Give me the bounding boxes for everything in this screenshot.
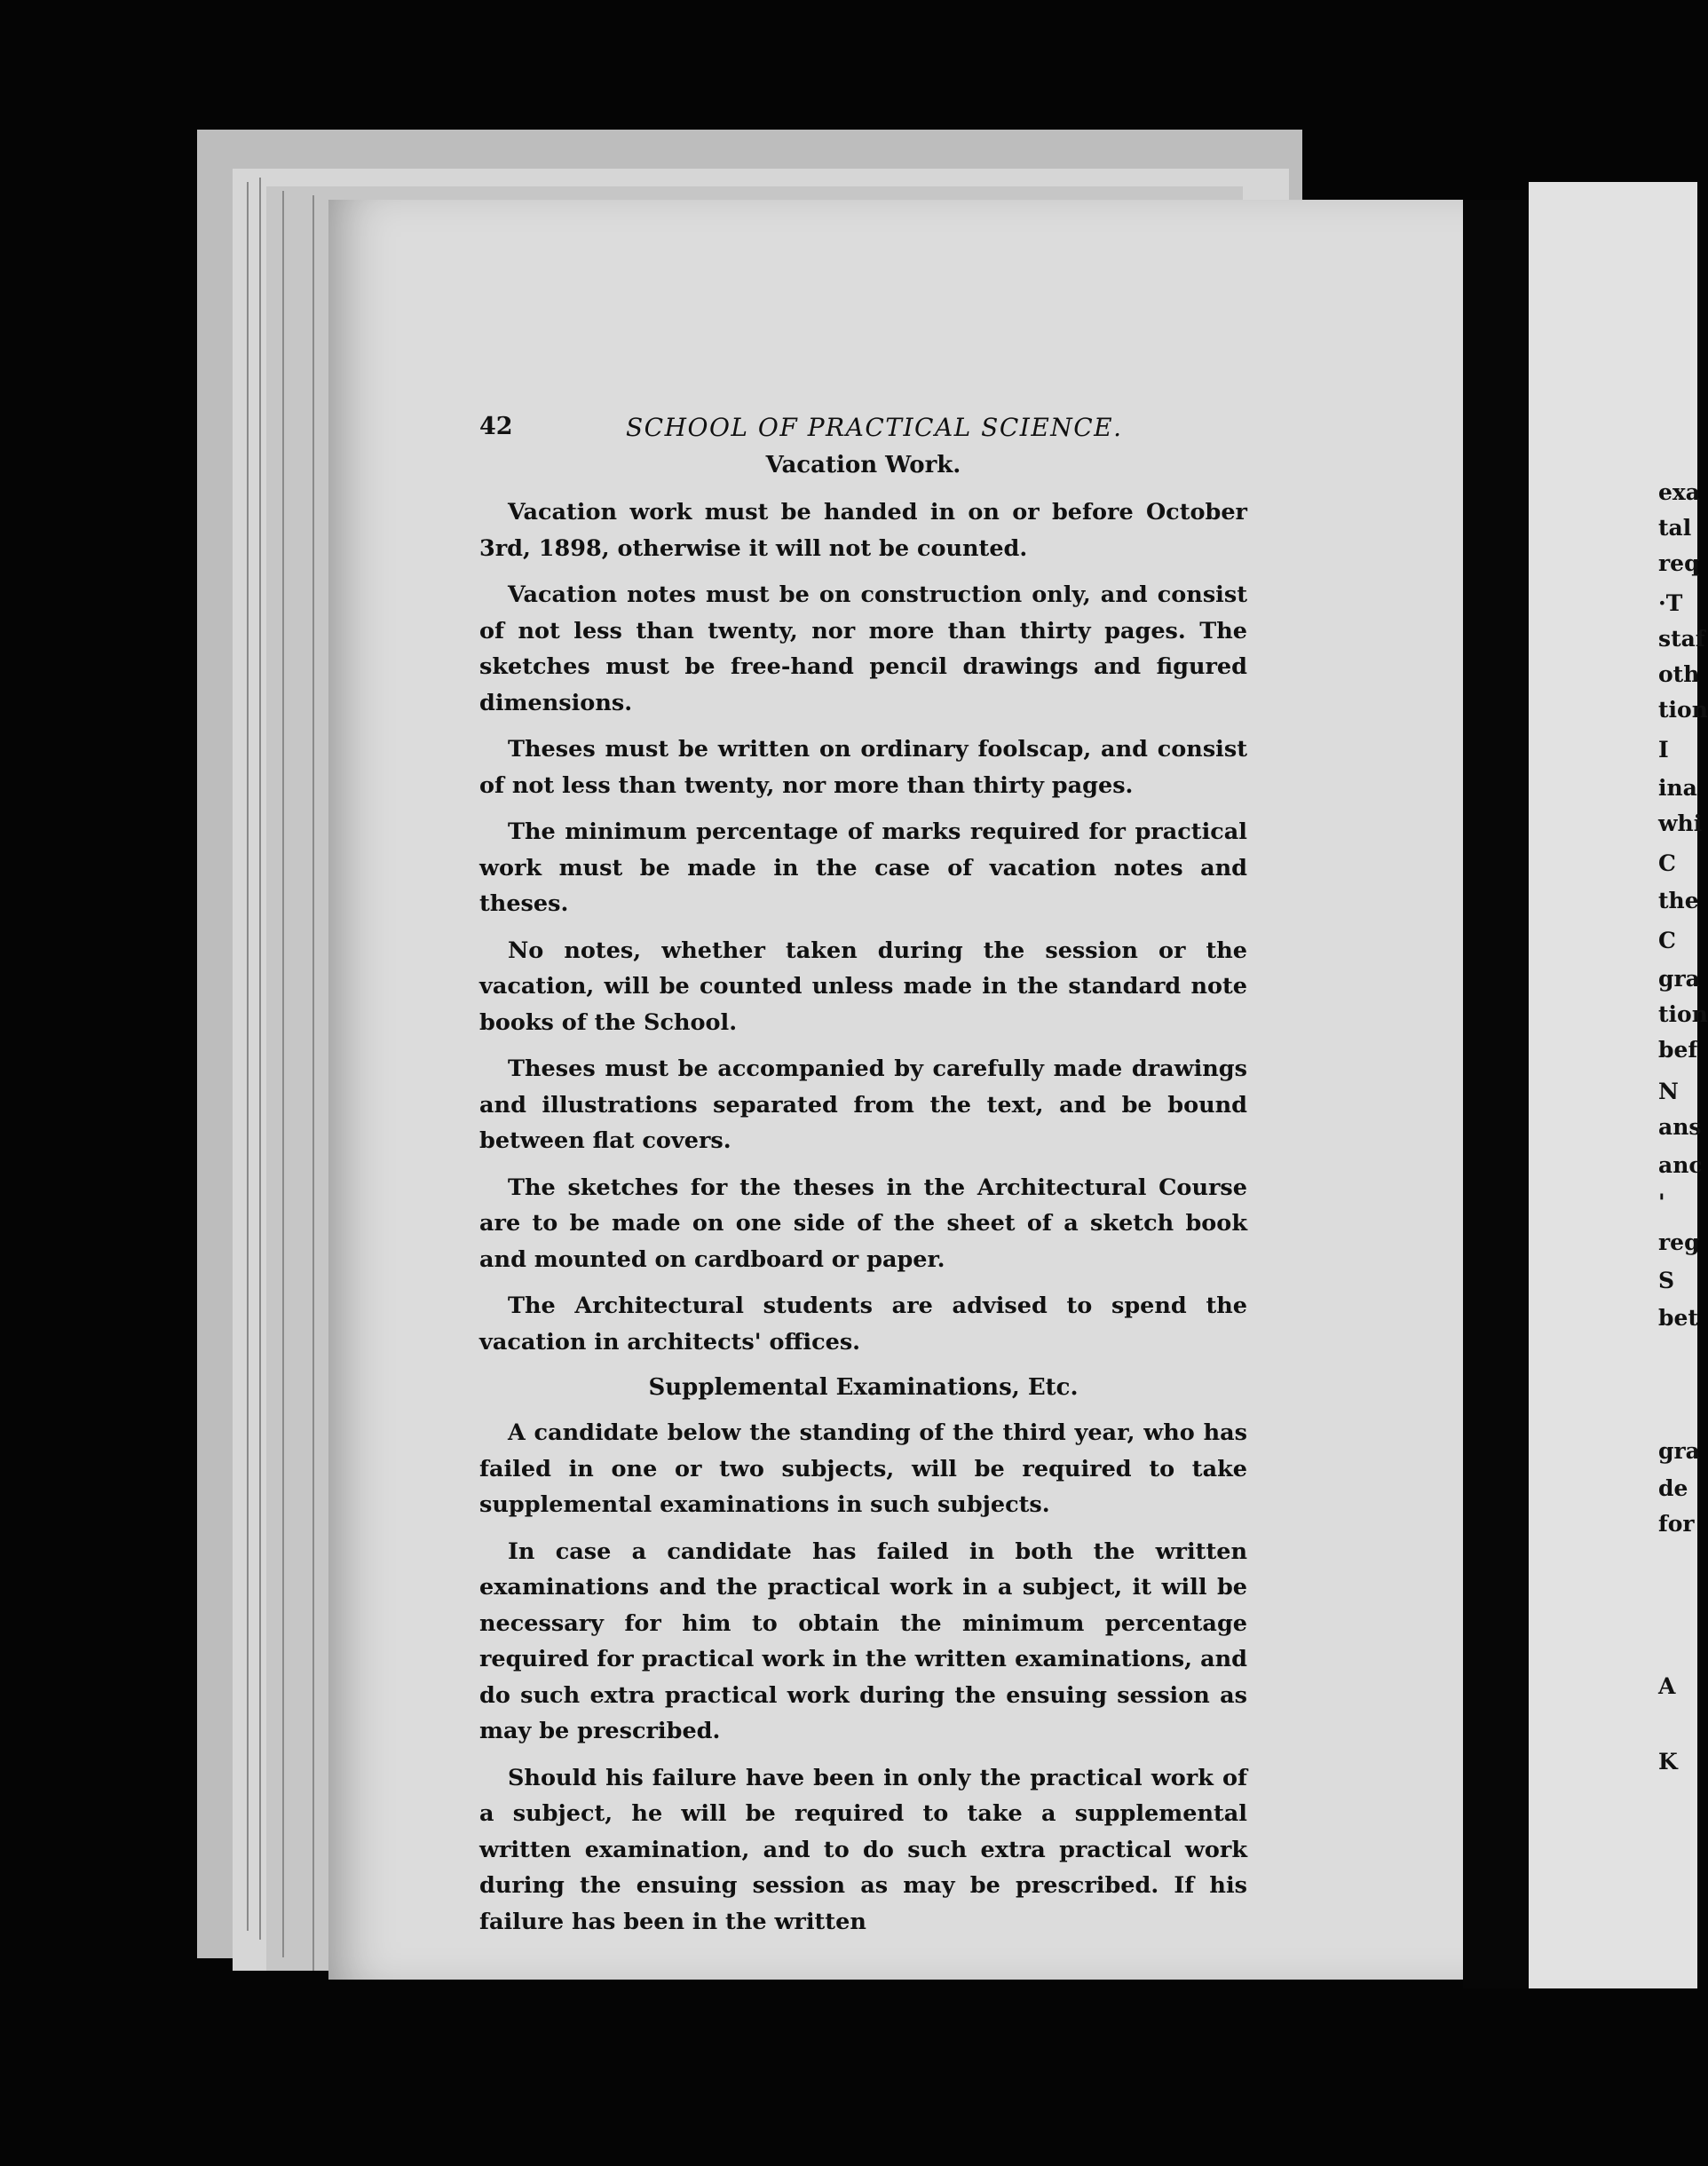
facing-page-fragment: K <box>1658 1749 1678 1775</box>
section-heading: Vacation Work. <box>765 452 961 478</box>
facing-page-fragment: the <box>1658 888 1699 913</box>
paragraph: The Architectural students are advised to spend the vacation in architects' offices. <box>479 1292 1247 1356</box>
paragraph: No notes, whether taken during the session or the vacation, will be counted unless made in the standard note books of the School. <box>479 937 1247 1036</box>
facing-page-fragment: for <box>1658 1511 1695 1537</box>
page-edge-line <box>312 195 314 1971</box>
facing-page-fragment: tal <box>1658 515 1692 541</box>
facing-page-fragment: I <box>1658 737 1669 763</box>
paragraph: Theses must be written on ordinary foolscap, and consist of not less than twenty, nor more than thirty pages. <box>479 736 1247 799</box>
paragraph: The sketches for the theses in the Architectural Course are to be made on one side of the sheet of a sketch book and mounted on cardboard or paper. <box>479 1174 1247 1273</box>
facing-page-fragment: gra <box>1658 1438 1700 1464</box>
facing-page-fragment: N <box>1658 1079 1679 1104</box>
facing-page-fragment: ans <box>1658 1114 1702 1140</box>
running-head: SCHOOL OF PRACTICAL SCIENCE. <box>626 413 1123 442</box>
paragraph: The minimum percentage of marks required for practical work must be made in the case of vacation notes and theses. <box>479 818 1247 917</box>
facing-page-fragment: ' <box>1658 1190 1665 1215</box>
facing-page-fragment: ·T <box>1658 590 1683 616</box>
page-edge-line <box>282 191 284 1957</box>
paragraph: A candidate below the standing of the third year, who has failed in one or two subjects, will be required to take supplemental examinations in such subjects. <box>479 1419 1247 1518</box>
facing-page-fragment: bet <box>1658 1305 1698 1331</box>
paragraph: Theses must be accompanied by carefully made drawings and illustrations separated from the text, and be bound between flat covers. <box>479 1055 1247 1154</box>
facing-page-fragment: exa <box>1658 479 1701 505</box>
paragraph: Should his failure have been in only the practical work of a subject, he will be required to take a supplemental written examination, and to do such extra practical work during the ensuing session as may be prescribed. If his failure has been in the written <box>479 1764 1247 1935</box>
facing-page-fragment: oth <box>1658 661 1700 687</box>
facing-page-fragment: staf <box>1658 626 1705 652</box>
book-gutter <box>1463 200 1529 1988</box>
facing-page-fragment: reg <box>1658 1229 1700 1255</box>
page-header <box>479 413 1247 452</box>
facing-page-fragment: tion <box>1658 1001 1708 1027</box>
paragraph: Vacation notes must be on construction only, and consist of not less than twenty, nor more than thirty pages. The sketches must be free-hand pencil drawings and figured dimensions. <box>479 581 1247 716</box>
section-heading: Supplemental Examinations, Etc. <box>648 1374 1079 1401</box>
facing-page-fragment: A <box>1658 1673 1676 1699</box>
facing-page-fragment: req <box>1658 550 1700 576</box>
facing-page-fragment: whi <box>1658 810 1703 836</box>
facing-page-fragment: bef <box>1658 1037 1698 1063</box>
facing-page-fragment: gra <box>1658 966 1700 992</box>
facing-page-fragment: anc <box>1658 1152 1703 1178</box>
page-edge-line <box>259 178 261 1940</box>
page-number: 42 <box>479 413 513 440</box>
facing-page-fragment: tion <box>1658 697 1708 723</box>
facing-page-fragment: C <box>1658 850 1676 876</box>
facing-page-fragment: ina <box>1658 775 1697 801</box>
page-edge-line <box>247 182 249 1931</box>
paragraph: In case a candidate has failed in both the written examinations and the practical work in a subject, it will be necessary for him to obtain the minimum percentage required for practical work in the written examinations, and do such extra practical work during the ensuing session as may be prescribed. <box>479 1538 1247 1744</box>
facing-page-fragment: de <box>1658 1475 1688 1501</box>
page-content <box>479 413 1247 1950</box>
facing-page-fragment: S <box>1658 1268 1675 1293</box>
paragraph: Vacation work must be handed in on or before October 3rd, 1898, otherwise it will not be counted. <box>479 499 1247 562</box>
facing-page-fragment: C <box>1658 928 1676 953</box>
